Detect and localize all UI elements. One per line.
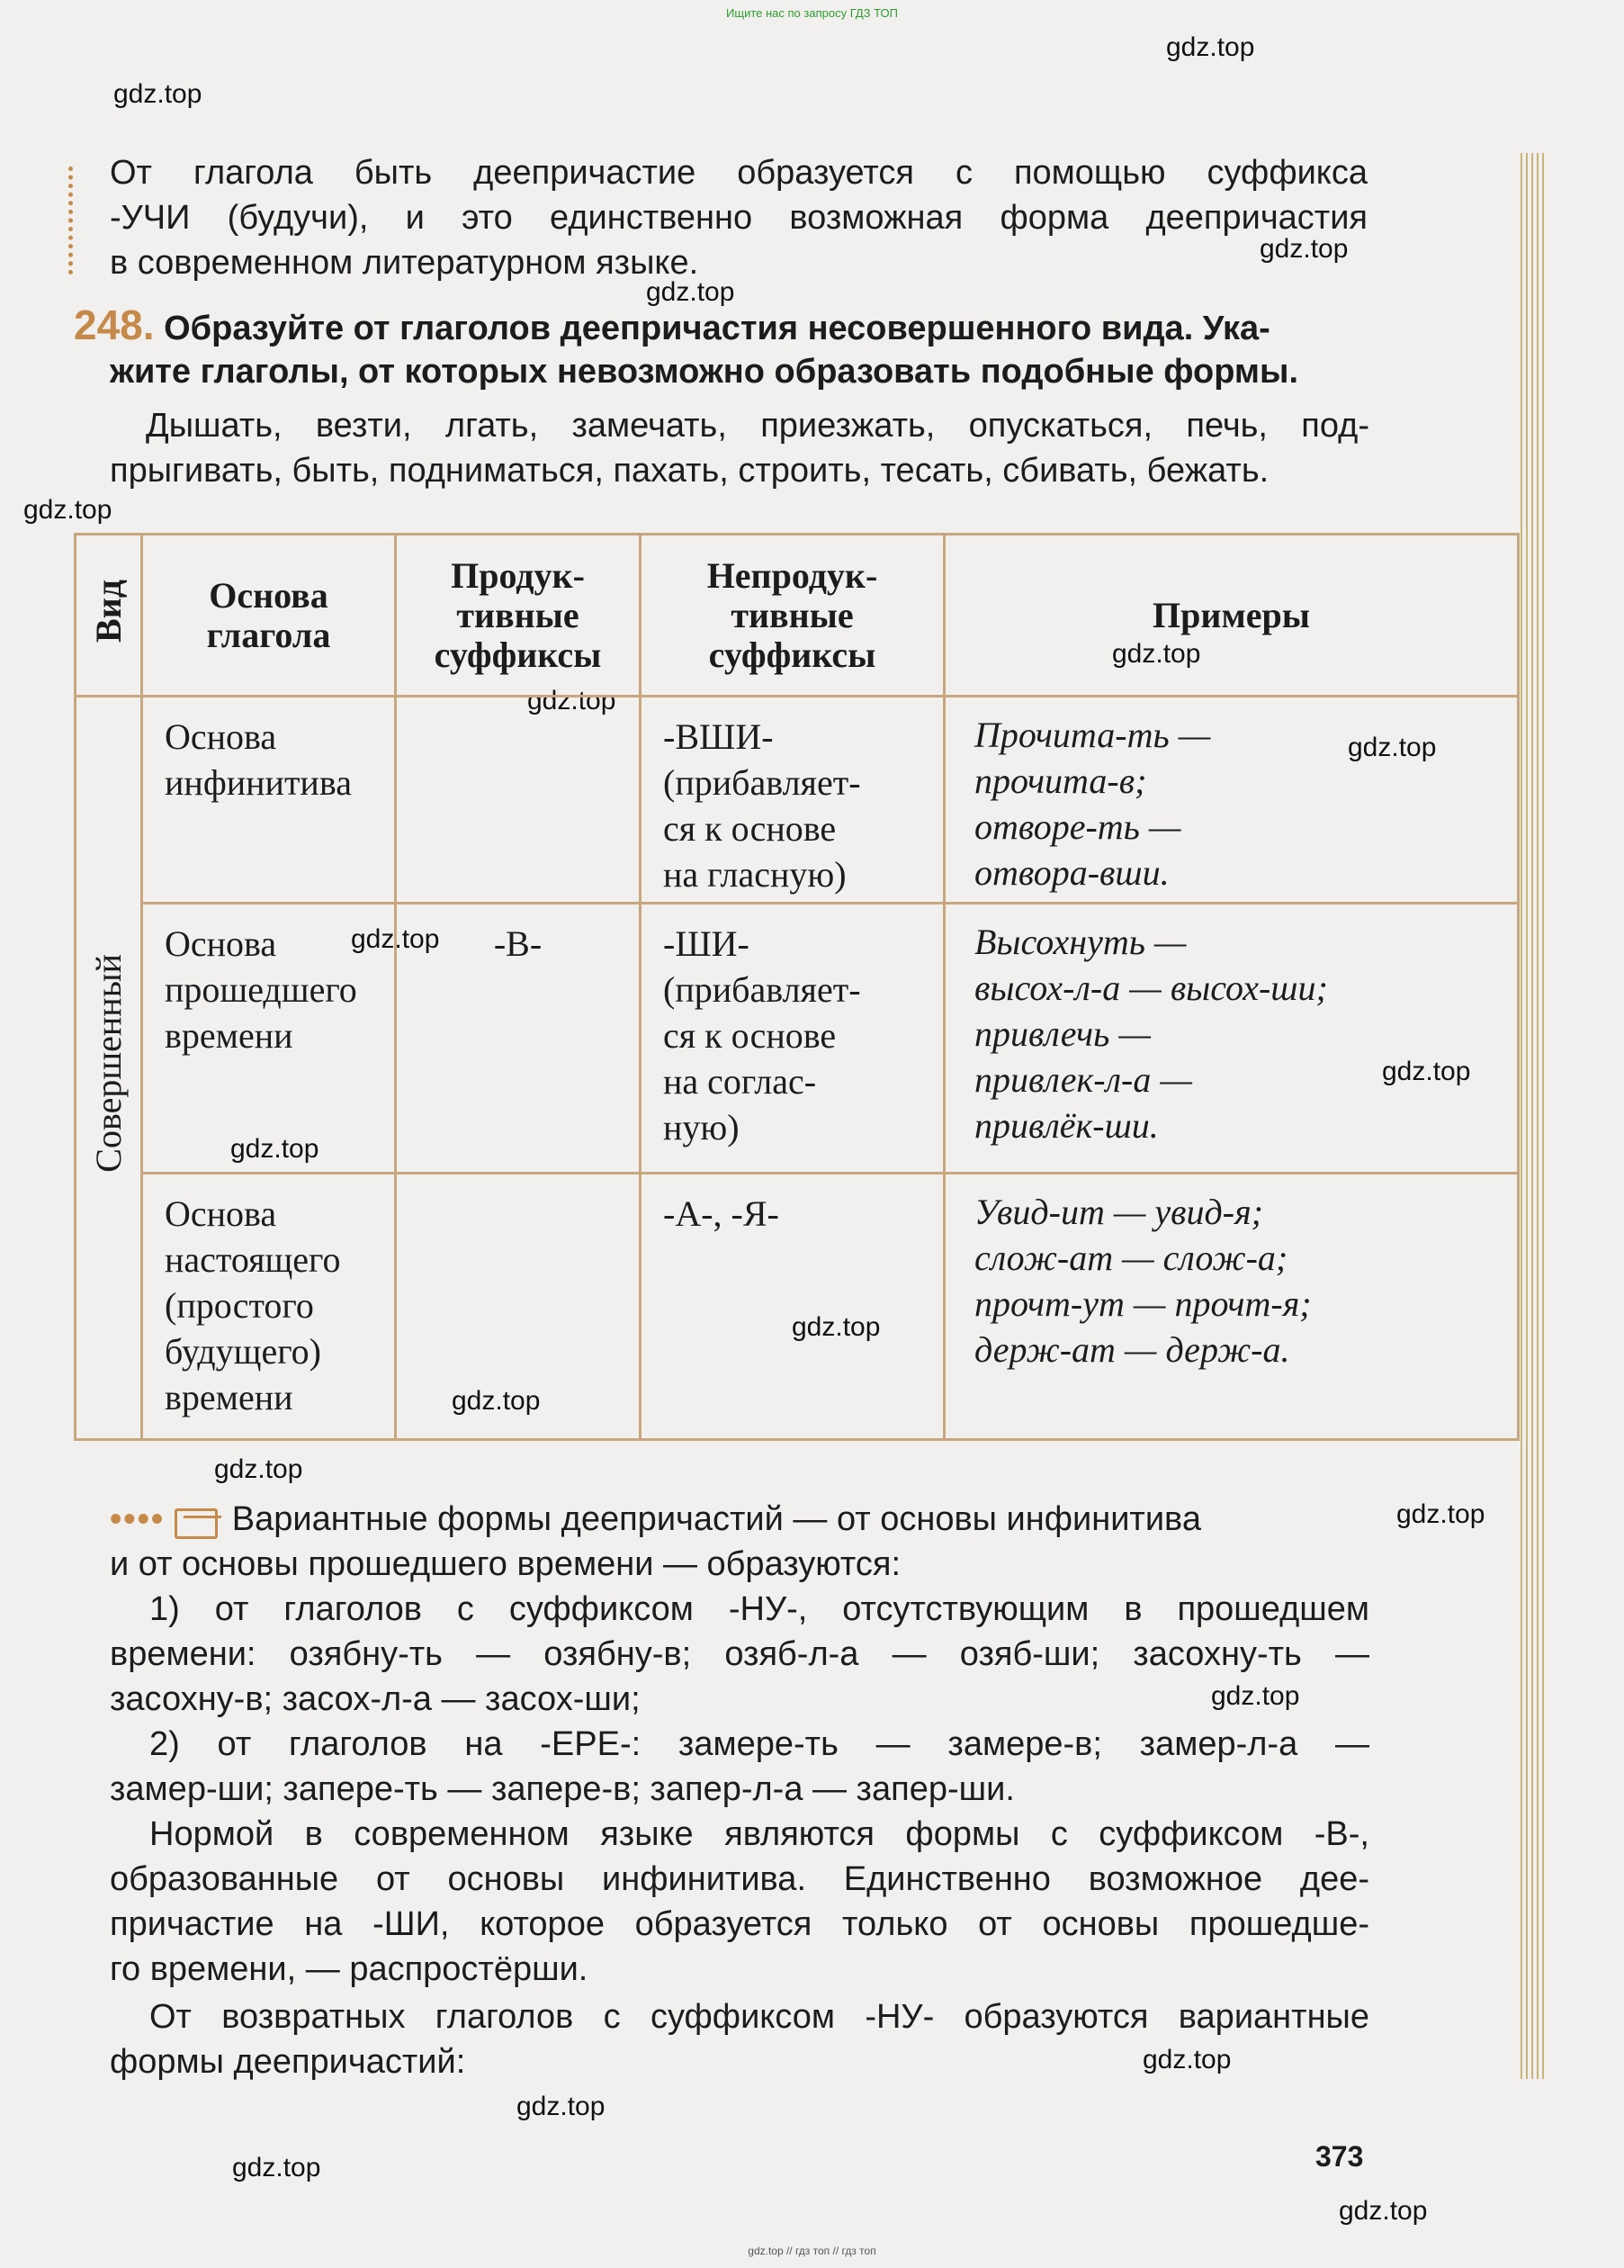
watermark: gdz.top [230, 1134, 319, 1164]
watermark: gdz.top [527, 686, 616, 716]
intro-line: -УЧИ (будучи), и это единственно возможная форма деепричастия [110, 199, 1368, 237]
osnova-cell: Основа прошедшего времени [165, 923, 357, 1056]
watermark: gdz.top [1260, 234, 1349, 264]
watermark: gdz.top [1348, 733, 1437, 762]
decorative-rules [1521, 153, 1544, 2079]
exercise-words: прыгивать, быть, подниматься, пахать, строить, тесать, сбивать, бежать. [110, 452, 1270, 490]
note-line: и от основы прошедшего времени — образуются: [110, 1545, 902, 1583]
note-line: формы деепричастий: [110, 2043, 466, 2081]
intro-line: От глагола быть деепричастие образуется с помощью суффикса [110, 154, 1368, 192]
nonproductive-cell: -А-, -Я- [663, 1193, 779, 1234]
productive-cell [397, 698, 639, 714]
note-line: засохну-в; засох-л-а — засох-ши; [110, 1680, 641, 1718]
example-line: привлечь — [974, 1013, 1151, 1054]
osnova-cell: Основа инфинитива [165, 716, 352, 803]
watermark: gdz.top [1211, 1681, 1300, 1711]
watermark: gdz.top [452, 1386, 541, 1416]
dots-marker: •••• [110, 1500, 166, 1538]
note-text: Вариантные формы деепричастий — от основы инфинитива [231, 1500, 1201, 1538]
deeprichastie-table [74, 533, 1520, 1441]
header-osnova: Основа глагола [142, 535, 396, 697]
watermark: gdz.top [232, 2153, 321, 2182]
exercise-words: Дышать, везти, лгать, замечать, приезжать, опускаться, печь, под- [146, 407, 1369, 445]
watermark: gdz.top [1396, 1499, 1485, 1529]
nonproductive-cell: -ВШИ- (прибавляет- ся к основе на гласную) [663, 716, 861, 895]
osnova-cell: Основа настоящего (простого будущего) времени [165, 1193, 341, 1418]
intro-line: в современном литературном языке. [110, 244, 699, 282]
watermark: gdz.top [23, 495, 112, 525]
watermark: gdz.top [1166, 32, 1255, 62]
examples-cell [946, 1174, 1517, 1372]
example-line: Увид-ит — увид-я; [974, 1192, 1263, 1232]
note-line: причастие на -ШИ, которое образуется только от основы прошедше- [110, 1905, 1369, 1943]
watermark: gdz.top [792, 1312, 881, 1342]
watermark: gdz.top [516, 2092, 606, 2121]
watermark: gdz.top [1339, 2196, 1428, 2226]
page-number: 373 [1315, 2140, 1364, 2173]
note-line [110, 1497, 1369, 1542]
top-banner[interactable]: Ищите нас по запросу ГДЗ ТОП [726, 6, 898, 20]
header-examples: Примеры [945, 535, 1519, 697]
watermark: gdz.top [214, 1454, 303, 1484]
example-line: отвора-вши. [974, 852, 1170, 893]
watermark: gdz.top [646, 277, 735, 307]
watermark: gdz.top [1112, 639, 1201, 669]
note-line: замер-ши; запере-ть — запере-в; запер-л-а — запер-ши. [110, 1770, 1015, 1808]
note-line: времени: озябну-ть — озябну-в; озяб-л-а — озяб-ши; засохну-ть — [110, 1635, 1369, 1673]
watermark: gdz.top [351, 924, 440, 954]
aspect-cell: Совершенный [76, 697, 142, 1440]
note-line: го времени, — распростёрши. [110, 1950, 588, 1988]
header-vid: Вид [76, 535, 142, 697]
note-line: образованные от основы инфинитива. Единственно возможное дее- [110, 1860, 1369, 1898]
exercise-task: жите глаголы, от которых невозможно образовать подобные формы. [110, 353, 1299, 391]
exercise-number: 248. [74, 302, 155, 348]
watermark: gdz.top [1382, 1057, 1471, 1086]
example-line: привлек-л-а — [974, 1059, 1192, 1100]
example-line: держ-ат — держ-а. [974, 1329, 1290, 1370]
nonproductive-cell: -ШИ- (прибавляет- ся к основе на соглас- ную) [663, 923, 861, 1148]
note-line: От возвратных глаголов с суффиксом -НУ- образуются вариантные [149, 1998, 1369, 2036]
example-line: Высохнуть — [974, 922, 1187, 962]
watermark: gdz.top [113, 79, 202, 109]
example-line: Прочита-ть — [974, 715, 1211, 755]
examples-cell [946, 904, 1517, 1148]
note-line: 2) от глаголов на -ЕРЕ-: замере-ть — замере-в; замер-л-а — [149, 1725, 1369, 1763]
example-line: прочт-ут — прочт-я; [974, 1283, 1312, 1324]
example-line: прочита-в; [974, 760, 1147, 801]
header-productive: Продук-тивные суффиксы [396, 535, 641, 697]
watermark: gdz.top [1143, 2045, 1232, 2074]
example-line: высох-л-а — высох-ши; [974, 968, 1328, 1008]
folder-icon [175, 1505, 220, 1535]
example-line: слож-ат — слож-а; [974, 1238, 1288, 1278]
example-line: отворе-ть — [974, 806, 1181, 847]
dotted-marker [68, 166, 73, 274]
exercise-task: Образуйте от глаголов деепричастия несовершенного вида. Ука- [164, 310, 1270, 347]
examples-cell [946, 698, 1517, 896]
productive-cell: -В- [493, 923, 543, 964]
bottom-banner[interactable]: gdz.top // гдз топ // гдз топ [748, 2245, 876, 2257]
header-nonproductive: Непродук-тивные суффиксы [641, 535, 945, 697]
note-line: 1) от глаголов с суффиксом -НУ-, отсутствующим в прошедшем [149, 1590, 1369, 1628]
note-line: Нормой в современном языке являются формы с суффиксом -В-, [149, 1815, 1369, 1853]
example-line: привлёк-ши. [974, 1105, 1159, 1146]
productive-cell [397, 1174, 639, 1191]
